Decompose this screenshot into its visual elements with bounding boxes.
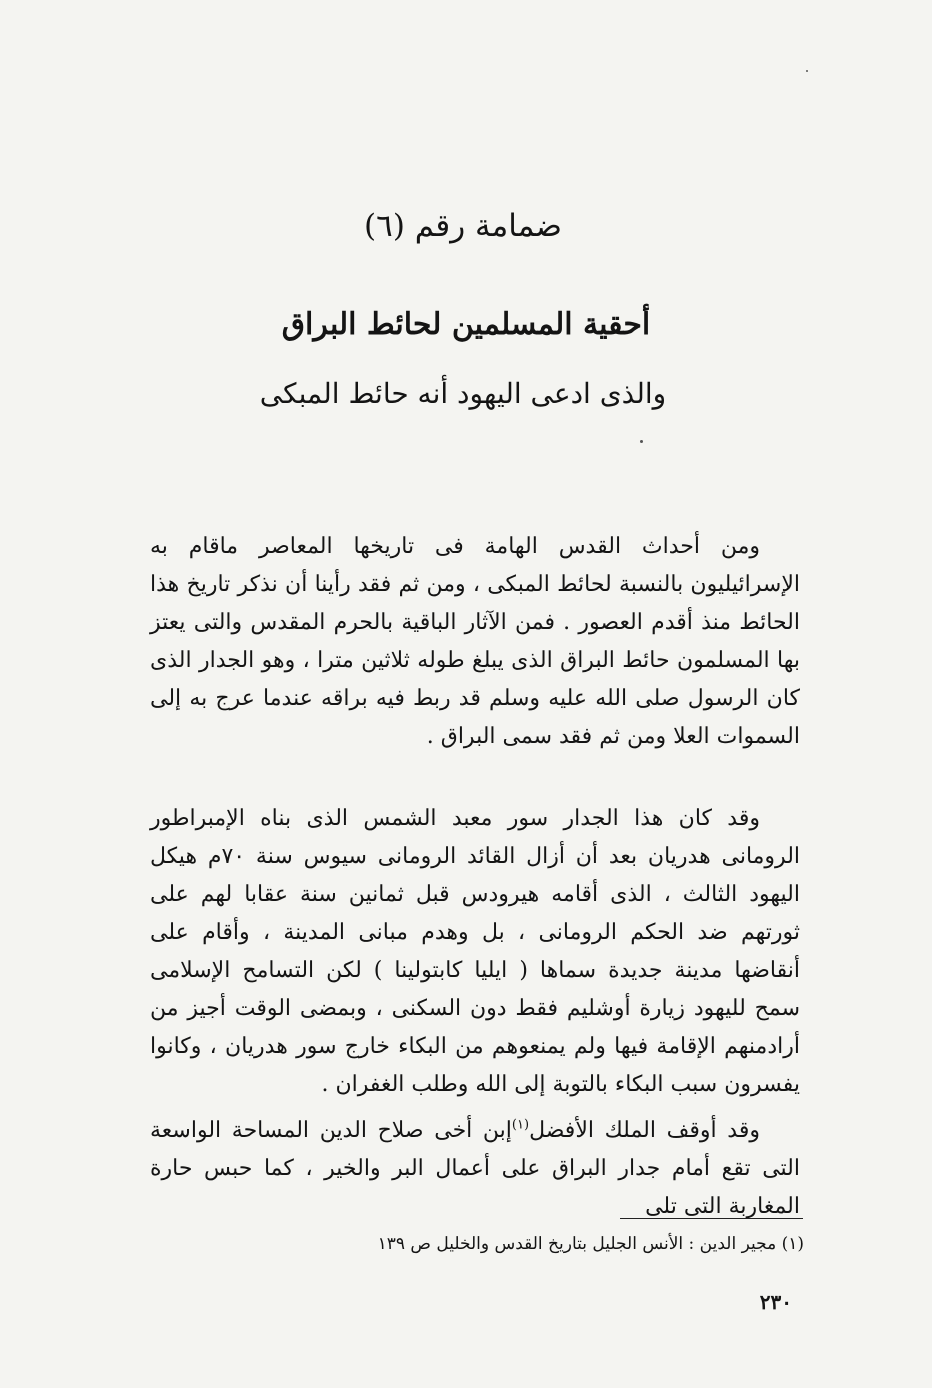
- paragraph-text-start: وقد أوقف الملك الأفضل: [529, 1118, 760, 1143]
- footnote-divider: [620, 1218, 803, 1219]
- sub-title: والذى ادعى اليهود أنه حائط المبكى: [259, 377, 667, 410]
- body-paragraph-2: [150, 800, 800, 1104]
- main-title: أحقية المسلمين لحائط البراق: [281, 307, 651, 342]
- body-paragraph-3: [150, 1112, 800, 1226]
- paragraph-text: ومن أحداث القدس الهامة فى تاريخها المعاصر ماقام به الإسرائيليون بالنسبة لحائط المبكى ، ومن ثم فقد رأينا أن نذكر تاريخ هذا الحائط منذ أقدم العصور . فمن الآثار الباقية بالحرم المقدس والتى يعتز بها المسلمون حائط البراق الذى يبلغ طوله ثلاثين مترا ، وهو الجدار الذى كان الرسول صلى الله عليه وسلم قد ربط فيه براقه عندما عرج به إلى السموات العلا ومن ثم فقد سمى البراق .: [150, 534, 800, 749]
- footnote: (١) مجير الدين : الأنس الجليل بتاريخ القدس والخليل ص ١٣٩: [377, 1234, 804, 1254]
- body-paragraph-1: [150, 528, 800, 756]
- annex-title: ضمامة رقم (٦): [364, 208, 562, 244]
- paragraph-text: [150, 1112, 800, 1226]
- footnote-reference: (١): [511, 1117, 530, 1133]
- scan-speck: [640, 440, 643, 443]
- paragraph-text: وقد كان هذا الجدار سور معبد الشمس الذى بناه الإمبراطور الرومانى هدريان بعد أن أزال القائد الرومانى سيوس سنة ٧٠م هيكل اليهود الثالث ، الذى أقامه هيرودس قبل ثمانين سنة عقابا لهم على ثورتهم ضد الحكم الرومانى ، بل وهدم مبانى المدينة ، وأقام على أنقاضها مدينة جديدة سماها ( ايليا كابتولينا ) لكن التسامح الإسلامى سمح لليهود زيارة أوشليم فقط دون السكنى ، وبمضى الوقت أجيز من أرادمنهم الإقامة فيها ولم يمنعوهم من البكاء خارج سور هدريان ، وكانوا يفسرون سبب البكاء بالتوبة إلى الله وطلب الغفران .: [150, 806, 801, 1097]
- paragraph-text-rest: إبن أخى صلاح الدين المساحة الواسعة التى تقع أمام جدار البراق على أعمال البر والخير ، كما حبس حارة المغاربة التى تلى: [150, 1118, 800, 1219]
- page-number: ٢٣٠: [759, 1290, 792, 1314]
- scan-speck: [806, 70, 808, 72]
